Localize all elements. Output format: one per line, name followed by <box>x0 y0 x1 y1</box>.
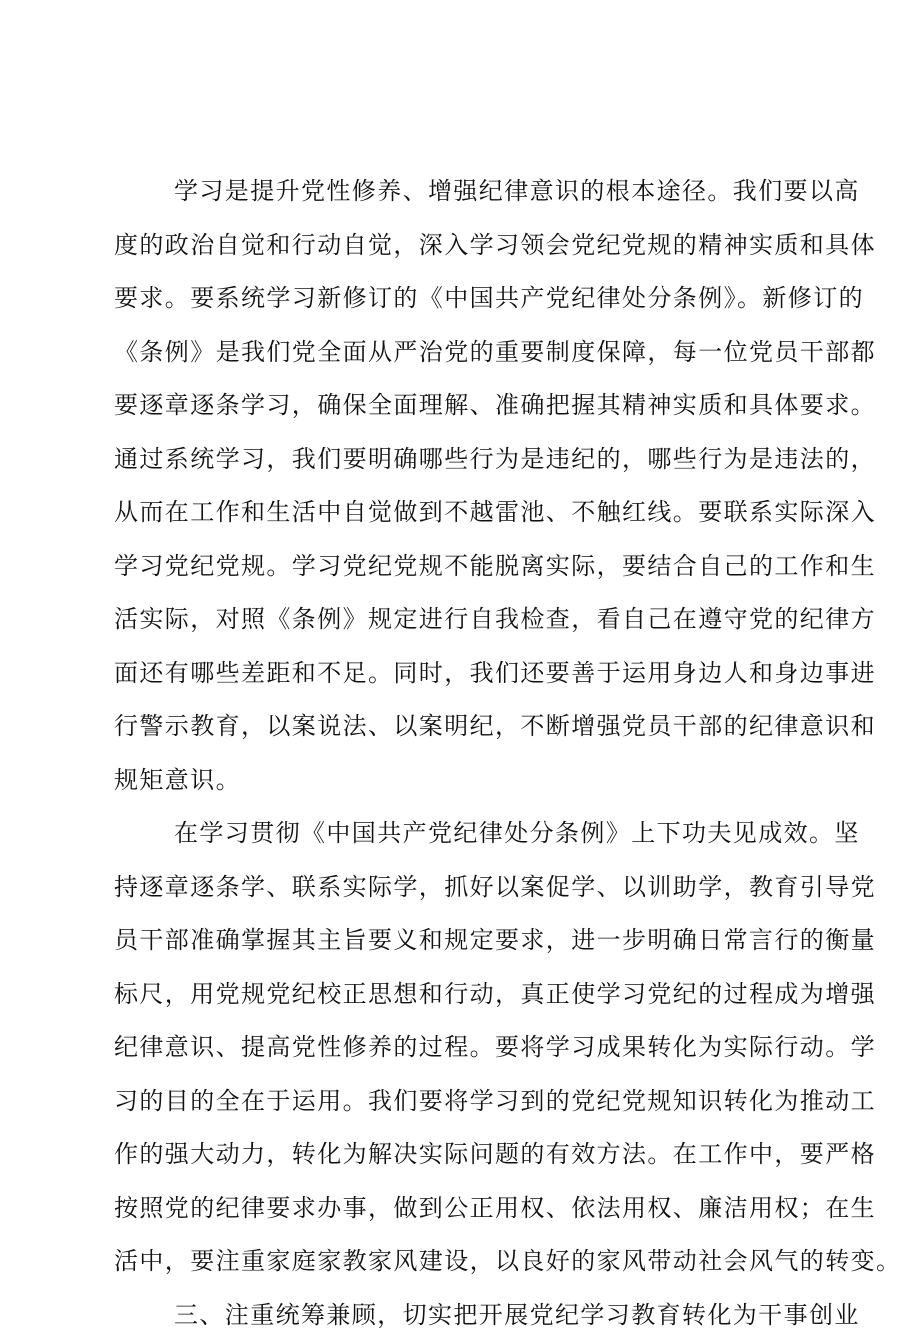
text-line: 面还有哪些差距和不足。同时，我们还要善于运用身边人和身边事进 <box>114 647 814 701</box>
text-line: 活中，要注重家庭家教家风建设，以良好的家风带动社会风气的转变。 <box>114 1235 814 1289</box>
text-line: 规矩意识。 <box>114 754 814 808</box>
text-line: 要求。要系统学习新修订的《中国共产党纪律处分条例》。新修订的 <box>114 272 814 326</box>
document-body <box>114 165 814 1342</box>
text-line: 标尺，用党规党纪校正思想和行动，真正使学习党纪的过程成为增强 <box>114 968 814 1022</box>
text-line: 《条例》是我们党全面从严治党的重要制度保障，每一位党员干部都 <box>114 326 814 380</box>
text-line: 行警示教育，以案说法、以案明纪，不断增强党员干部的纪律意识和 <box>114 700 814 754</box>
text-line: 学习党纪党规。学习党纪党规不能脱离实际，要结合自己的工作和生 <box>114 540 814 594</box>
text-line: 三、注重统筹兼顾，切实把开展党纪学习教育转化为干事创业 <box>114 1289 814 1342</box>
text-line: 度的政治自觉和行动自觉，深入学习领会党纪党规的精神实质和具体 <box>114 219 814 273</box>
text-line: 员干部准确掌握其主旨要义和规定要求，进一步明确日常言行的衡量 <box>114 914 814 968</box>
text-line: 要逐章逐条学习，确保全面理解、准确把握其精神实质和具体要求。 <box>114 379 814 433</box>
text-line: 在学习贯彻《中国共产党纪律处分条例》上下功夫见成效。坚 <box>114 807 814 861</box>
text-line: 持逐章逐条学、联系实际学，抓好以案促学、以训助学，教育引导党 <box>114 861 814 915</box>
text-line: 习的目的全在于运用。我们要将学习到的党纪党规知识转化为推动工 <box>114 1075 814 1129</box>
text-line: 通过系统学习，我们要明确哪些行为是违纪的，哪些行为是违法的， <box>114 433 814 487</box>
text-line: 按照党的纪律要求办事，做到公正用权、依法用权、廉洁用权；在生 <box>114 1182 814 1236</box>
text-line: 从而在工作和生活中自觉做到不越雷池、不触红线。要联系实际深入 <box>114 486 814 540</box>
text-line: 学习是提升党性修养、增强纪律意识的根本途径。我们要以高 <box>114 165 814 219</box>
text-line: 纪律意识、提高党性修养的过程。要将学习成果转化为实际行动。学 <box>114 1021 814 1075</box>
text-line: 活实际，对照《条例》规定进行自我检查，看自己在遵守党的纪律方 <box>114 593 814 647</box>
text-line: 作的强大动力，转化为解决实际问题的有效方法。在工作中，要严格 <box>114 1128 814 1182</box>
